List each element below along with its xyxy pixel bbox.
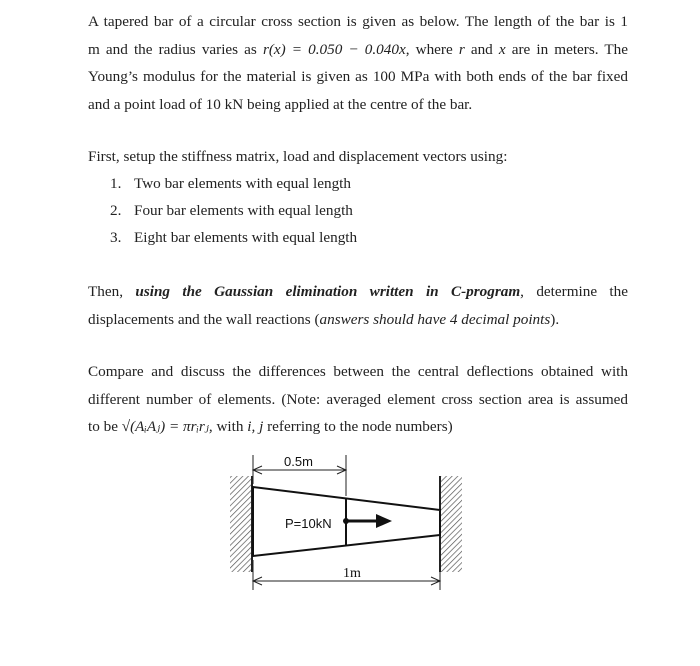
intro-line-4: and a point load of 10 kN being applied at the centre of the bar. — [88, 95, 473, 113]
intro-line-1: A tapered bar of a circular cross section is given as below. The length of the bar is 1 — [88, 13, 628, 30]
compare-line-3: to be √(AᵢAⱼ) = πrᵢrⱼ, with i, j referring to the node numbers) — [88, 418, 453, 435]
intro-line-2: m and the radius varies as r(x) = 0.050 − 0.040x, where r and x are in meters. The — [88, 40, 628, 58]
area-formula: √(AᵢAⱼ) = πrᵢrⱼ — [121, 418, 209, 435]
setup-text: First, setup the stiffness matrix, load and displacement vectors using: — [88, 148, 508, 165]
then-line-2: displacements and the wall reactions (answers should have 4 decimal points). — [88, 310, 560, 328]
load-label: P=10kN — [285, 516, 332, 531]
gaussian-emphasis: using the Gaussian elimination written in C-program — [135, 283, 521, 300]
intro-line-3: Young’s modulus for the material is given as 100 MPa with both ends of the bar fixed — [88, 68, 628, 85]
length-label: 1m — [343, 566, 361, 581]
half-length-label: 0.5m — [284, 454, 313, 469]
right-wall — [440, 476, 462, 572]
radius-formula: r(x) = 0.050 − 0.040x — [262, 40, 406, 58]
list-item: 1. Two bar elements with equal length — [110, 175, 351, 192]
list-item: 3. Eight bar elements with equal length — [110, 229, 358, 247]
then-line-1: Then, using the Gaussian elimination written in C-program, determine the — [88, 283, 628, 300]
left-wall — [230, 476, 252, 572]
compare-line-2: different number of elements. (Note: averaged element cross section area is assumed — [88, 390, 628, 408]
compare-line-1: Compare and discuss the differences between the central deflections obtained with — [88, 363, 628, 380]
list-item: 2. Four bar elements with equal length — [110, 202, 353, 220]
